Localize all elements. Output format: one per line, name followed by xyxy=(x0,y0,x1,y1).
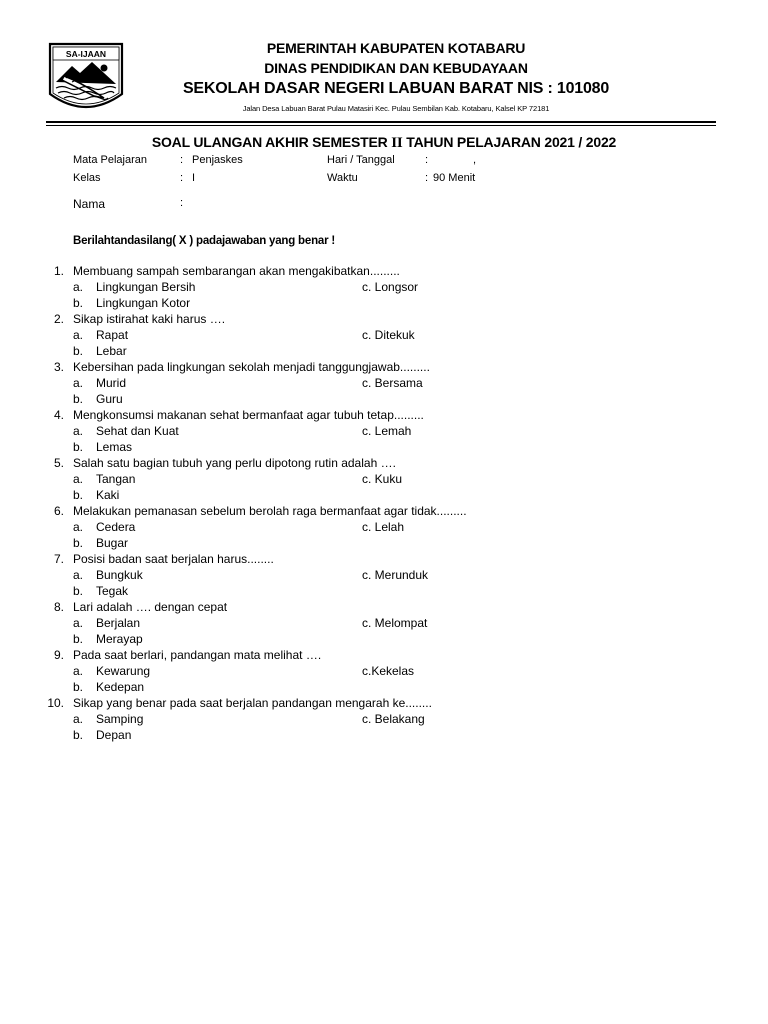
question-text: Mengkonsumsi makanan sehat bermanfaat agar tubuh tetap......... xyxy=(73,408,424,422)
question-number: 1. xyxy=(53,264,64,278)
option-a: Sehat dan Kuat xyxy=(96,424,179,438)
question-text: Pada saat berlari, pandangan mata melihat …. xyxy=(73,648,322,662)
question-number: 8. xyxy=(53,600,64,614)
date-value: , xyxy=(473,154,477,166)
option-a-label: a. xyxy=(73,424,84,438)
question-number: 3. xyxy=(53,360,64,374)
option-b: Bugar xyxy=(96,536,129,550)
answer-row-a-c xyxy=(0,711,768,727)
question-number: 4. xyxy=(53,408,64,422)
government-heading: PEMERINTAH KABUPATEN KOTABARU xyxy=(266,40,526,56)
answer-row-b xyxy=(0,391,768,407)
question-10 xyxy=(0,695,768,711)
question-text: Posisi badan saat berjalan harus........ xyxy=(73,552,274,566)
class-label: Kelas xyxy=(73,172,101,184)
question-4 xyxy=(0,407,768,423)
question-7 xyxy=(0,551,768,567)
option-a: Cedera xyxy=(96,520,136,534)
answer-row-a-c xyxy=(0,471,768,487)
class-colon: : xyxy=(180,172,184,184)
answer-row-b xyxy=(0,439,768,455)
option-c: c.Kekelas xyxy=(362,664,415,678)
question-text: Sikap istirahat kaki harus …. xyxy=(73,312,226,326)
answer-row-b xyxy=(0,343,768,359)
question-6 xyxy=(0,503,768,519)
answer-row-b xyxy=(0,631,768,647)
subject-value: Penjaskes xyxy=(192,154,243,166)
option-b-label: b. xyxy=(73,536,84,550)
option-c: c. Melompat xyxy=(362,616,428,630)
option-a-label: a. xyxy=(73,328,84,342)
answer-row-b xyxy=(0,583,768,599)
option-b: Kedepan xyxy=(96,680,145,694)
school-name-heading: SEKOLAH DASAR NEGERI LABUAN BARAT NIS : 101080 xyxy=(182,80,610,97)
time-colon: : xyxy=(425,172,429,184)
option-c: c. Lemah xyxy=(362,424,412,438)
option-b: Kaki xyxy=(96,488,120,502)
answer-row-b xyxy=(0,487,768,503)
option-b-label: b. xyxy=(73,488,84,502)
answer-row-b xyxy=(0,679,768,695)
option-a-label: a. xyxy=(73,280,84,294)
school-address: Jalan Desa Labuan Barat Pulau Matasiri Kec. Pulau Sembilan Kab. Kotabaru, Kalsel KP 72181 xyxy=(242,104,550,113)
option-a-label: a. xyxy=(73,616,84,630)
option-b: Tegak xyxy=(96,584,129,598)
option-c: c. Belakang xyxy=(362,712,425,726)
date-colon: : xyxy=(425,154,429,166)
option-c: c. Lelah xyxy=(362,520,405,534)
option-a-label: a. xyxy=(73,376,84,390)
option-b-label: b. xyxy=(73,344,84,358)
time-value: 90 Menit xyxy=(433,172,476,184)
option-b: Depan xyxy=(96,728,132,742)
option-a-label: a. xyxy=(73,472,84,486)
option-b-label: b. xyxy=(73,296,84,310)
subject-colon: : xyxy=(180,154,184,166)
option-a-label: a. xyxy=(73,520,84,534)
option-b-label: b. xyxy=(73,632,84,646)
question-list xyxy=(0,263,768,743)
option-b-label: b. xyxy=(73,584,84,598)
option-c: c. Longsor xyxy=(362,280,419,294)
question-text: Membuang sampah sembarangan akan mengakibatkan......... xyxy=(73,264,400,278)
option-c: c. Kuku xyxy=(362,472,403,486)
school-emblem-logo xyxy=(46,38,126,116)
option-a-label: a. xyxy=(73,568,84,582)
exam-title-part1: SOAL ULANGAN AKHIR SEMESTER xyxy=(151,134,388,150)
option-c: c. Ditekuk xyxy=(362,328,415,342)
answer-row-b xyxy=(0,535,768,551)
option-c: c. Bersama xyxy=(362,376,423,390)
answer-row-a-c xyxy=(0,567,768,583)
question-text: Lari adalah …. dengan cepat xyxy=(73,600,228,614)
question-number: 2. xyxy=(53,312,64,326)
question-text: Salah satu bagian tubuh yang perlu dipotong rutin adalah …. xyxy=(73,456,396,470)
question-9 xyxy=(0,647,768,663)
logo-text: SA-IJAAN xyxy=(65,49,107,59)
subject-label: Mata Pelajaran xyxy=(73,154,147,166)
class-value: I xyxy=(192,172,196,184)
department-heading: DINAS PENDIDIKAN DAN KEBUDAYAAN xyxy=(264,60,528,76)
question-3 xyxy=(0,359,768,375)
option-a: Lingkungan Bersih xyxy=(96,280,196,294)
question-1 xyxy=(0,263,768,279)
option-b: Lemas xyxy=(96,440,133,454)
question-number: 7. xyxy=(53,552,64,566)
option-a: Bungkuk xyxy=(96,568,143,582)
name-colon: : xyxy=(180,197,184,209)
option-b-label: b. xyxy=(73,392,84,406)
option-b: Lebar xyxy=(96,344,127,358)
answer-row-a-c xyxy=(0,327,768,343)
option-a: Kewarung xyxy=(96,664,151,678)
answer-row-a-c xyxy=(0,615,768,631)
exam-title-semester: II xyxy=(391,135,403,151)
answer-row-b xyxy=(0,727,768,743)
name-label: Nama xyxy=(73,197,106,211)
option-a: Rapat xyxy=(96,328,129,342)
question-5 xyxy=(0,455,768,471)
option-b: Lingkungan Kotor xyxy=(96,296,191,310)
question-number: 6. xyxy=(53,504,64,518)
instruction-text: Berilahtandasilang( X ) padajawaban yang benar ! xyxy=(73,235,335,247)
answer-row-a-c xyxy=(0,279,768,295)
option-b-label: b. xyxy=(73,728,84,742)
question-8 xyxy=(0,599,768,615)
option-a: Murid xyxy=(96,376,127,390)
header-divider-thin xyxy=(46,125,716,126)
option-a: Berjalan xyxy=(96,616,141,630)
question-text: Sikap yang benar pada saat berjalan pandangan mengarah ke........ xyxy=(73,696,432,710)
option-c: c. Merunduk xyxy=(362,568,429,582)
question-text: Melakukan pemanasan sebelum berolah raga bermanfaat agar tidak......... xyxy=(73,504,467,518)
option-b-label: b. xyxy=(73,680,84,694)
option-a: Samping xyxy=(96,712,144,726)
question-text: Kebersihan pada lingkungan sekolah menjadi tanggungjawab......... xyxy=(73,360,430,374)
time-label: Waktu xyxy=(327,172,358,184)
question-2 xyxy=(0,311,768,327)
option-b-label: b. xyxy=(73,440,84,454)
date-label: Hari / Tanggal xyxy=(327,154,395,166)
answer-row-a-c xyxy=(0,375,768,391)
question-number: 5. xyxy=(53,456,64,470)
header-divider-thick xyxy=(46,121,716,123)
answer-row-b xyxy=(0,295,768,311)
answer-row-a-c xyxy=(0,423,768,439)
option-a: Tangan xyxy=(96,472,136,486)
option-b: Guru xyxy=(96,392,123,406)
answer-row-a-c xyxy=(0,519,768,535)
option-a-label: a. xyxy=(73,712,84,726)
option-b: Merayap xyxy=(96,632,143,646)
exam-title xyxy=(0,134,768,152)
answer-row-a-c xyxy=(0,663,768,679)
question-number: 9. xyxy=(53,648,64,662)
option-a-label: a. xyxy=(73,664,84,678)
question-number: 10. xyxy=(47,696,64,710)
exam-title-part2: TAHUN PELAJARAN 2021 / 2022 xyxy=(406,134,617,150)
